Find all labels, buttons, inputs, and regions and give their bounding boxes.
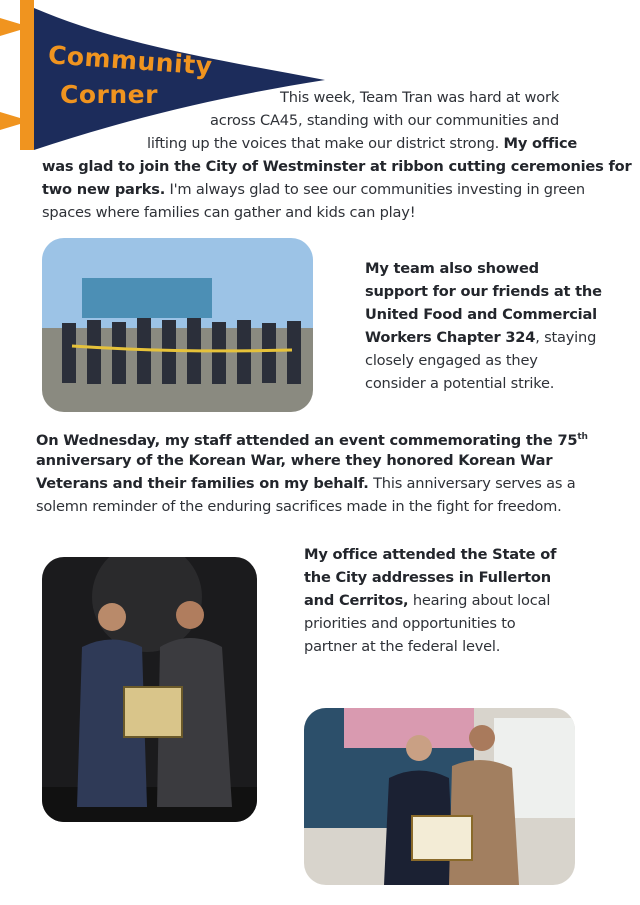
korea-line: solemn reminder of the enduring sacrifices made in the fight for freedom.	[36, 498, 562, 515]
union-line: My team also showed	[365, 260, 539, 277]
state-of-the-city-photo	[304, 708, 575, 885]
korea-line: anniversary of the Korean War, where they honored Korean War	[36, 452, 553, 469]
korea-line: On Wednesday, my staff attended an event commemorating the 75th	[36, 431, 588, 449]
award-photo	[42, 557, 257, 822]
union-line: closely engaged as they	[365, 352, 538, 369]
intro-line: two new parks. I'm always glad to see our communities investing in green	[42, 181, 585, 198]
union-line: Workers Chapter 324, staying	[365, 329, 597, 346]
intro-line: across CA45, standing with our communities and	[210, 112, 560, 129]
korea-line: Veterans and their families on my behalf. This anniversary serves as a	[36, 475, 576, 492]
union-line: consider a potential strike.	[365, 375, 555, 392]
pennant-title-line1: Community	[47, 40, 214, 81]
intro-line: This week, Team Tran was hard at work	[280, 89, 560, 106]
state-city-line: the City addresses in Fullerton	[304, 569, 551, 586]
intro-line: lifting up the voices that make our district strong. My office	[147, 135, 578, 152]
union-line: United Food and Commercial	[365, 306, 597, 323]
state-city-line: partner at the federal level.	[304, 638, 501, 655]
intro-line: spaces where families can gather and kids can play!	[42, 204, 416, 221]
state-city-line: and Cerritos, hearing about local	[304, 592, 551, 609]
state-city-line: My office attended the State of	[304, 546, 557, 563]
pennant-title-line2: Corner	[60, 80, 158, 109]
ribbon-cutting-photo	[42, 238, 313, 412]
intro-line: was glad to join the City of Westminster at ribbon cutting ceremonies for	[42, 158, 632, 175]
state-city-line: priorities and opportunities to	[304, 615, 516, 632]
union-line: support for our friends at the	[365, 283, 602, 300]
